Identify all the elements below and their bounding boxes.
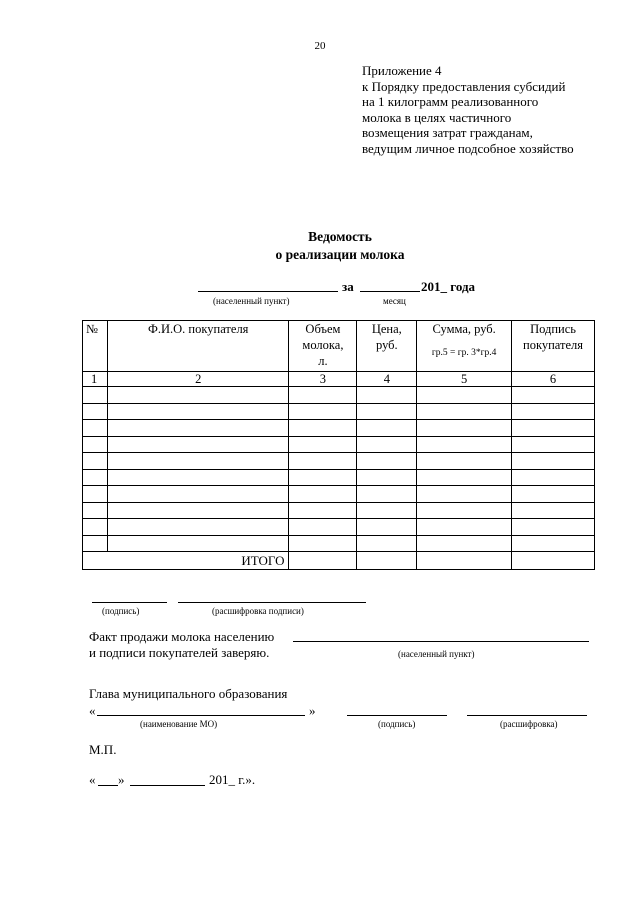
- head-open-quote: «: [89, 703, 96, 718]
- period-year: 201_ года: [421, 279, 476, 294]
- column-number: 2: [107, 372, 289, 387]
- settlement-blank: [198, 291, 338, 292]
- period-za: за: [342, 279, 354, 294]
- mo-name-blank: [97, 715, 305, 716]
- month-caption: месяц: [383, 296, 406, 306]
- header-sum: Сумма, руб. гр.5 = гр. 3*гр.4: [417, 321, 512, 372]
- settlement-caption: (населенный пункт): [213, 296, 290, 306]
- appendix-line: на 1 килограмм реализованного: [362, 94, 539, 110]
- table-row: [83, 535, 595, 552]
- total-label: ИТОГО: [83, 552, 289, 570]
- table-row: [83, 453, 595, 470]
- header-price: Цена, руб.: [357, 321, 417, 372]
- head-close-quote: »: [309, 703, 316, 718]
- column-number: 4: [357, 372, 417, 387]
- head-sign-caption: (подпись): [378, 719, 416, 729]
- column-number: 3: [289, 372, 357, 387]
- certify-line2: и подписи покупателей заверяю.: [89, 645, 270, 660]
- appendix-line: Приложение 4: [362, 63, 442, 78]
- head-title: Глава муниципального образования: [89, 686, 288, 701]
- mo-caption: (наименование МО): [140, 719, 218, 729]
- column-number: 6: [512, 372, 595, 387]
- header-fio: Ф.И.О. покупателя: [107, 321, 289, 372]
- table-header-row: [83, 321, 595, 372]
- header-num: №: [83, 321, 108, 372]
- appendix-line: возмещения затрат гражданам,: [362, 125, 533, 141]
- head-decode-blank: [467, 715, 587, 716]
- total-row: [83, 552, 595, 570]
- header-signature: Подпись покупателя: [512, 321, 595, 372]
- table-row: [83, 469, 595, 486]
- date-close-quote: »: [118, 772, 125, 787]
- appendix-line: молока в целях частичного: [362, 109, 512, 125]
- date-month-blank: [130, 785, 205, 786]
- certify-settlement-blank: [293, 641, 589, 642]
- appendix-line: ведущим личное подсобное хозяйство: [362, 140, 574, 156]
- table-row: [83, 420, 595, 437]
- document-subtitle: о реализации молока: [275, 247, 405, 262]
- certify-settlement-caption: (населенный пункт): [398, 649, 475, 659]
- table-row: [83, 403, 595, 420]
- month-blank: [360, 291, 420, 292]
- date-day-blank: [98, 785, 118, 786]
- signature-decode-caption: (расшифровка подписи): [212, 606, 304, 616]
- table-row: [83, 387, 595, 404]
- table-row: [83, 486, 595, 503]
- head-decode-caption: (расшифровка): [500, 719, 558, 729]
- milk-sales-table: [82, 320, 595, 570]
- signature-caption: (подпись): [102, 606, 140, 616]
- signature-decode-blank: [178, 602, 366, 603]
- appendix-block: [362, 63, 574, 157]
- table-row: [83, 436, 595, 453]
- column-number-row: [83, 372, 595, 387]
- appendix-line: к Порядку предоставления субсидий: [362, 78, 566, 94]
- signature-blank: [92, 602, 167, 603]
- document-title: Ведомость: [308, 229, 372, 244]
- certify-line1: Факт продажи молока населению: [89, 629, 275, 644]
- page-number: 20: [314, 40, 326, 52]
- column-number: 5: [417, 372, 512, 387]
- date-year: 201_ г.».: [209, 772, 256, 787]
- table-row: [83, 519, 595, 536]
- stamp-mark: М.П.: [89, 742, 117, 757]
- table-row: [83, 502, 595, 519]
- head-sign-blank: [347, 715, 447, 716]
- date-open-quote: «: [89, 772, 96, 787]
- header-volume: Объем молока, л.: [289, 321, 357, 372]
- column-number: 1: [83, 372, 108, 387]
